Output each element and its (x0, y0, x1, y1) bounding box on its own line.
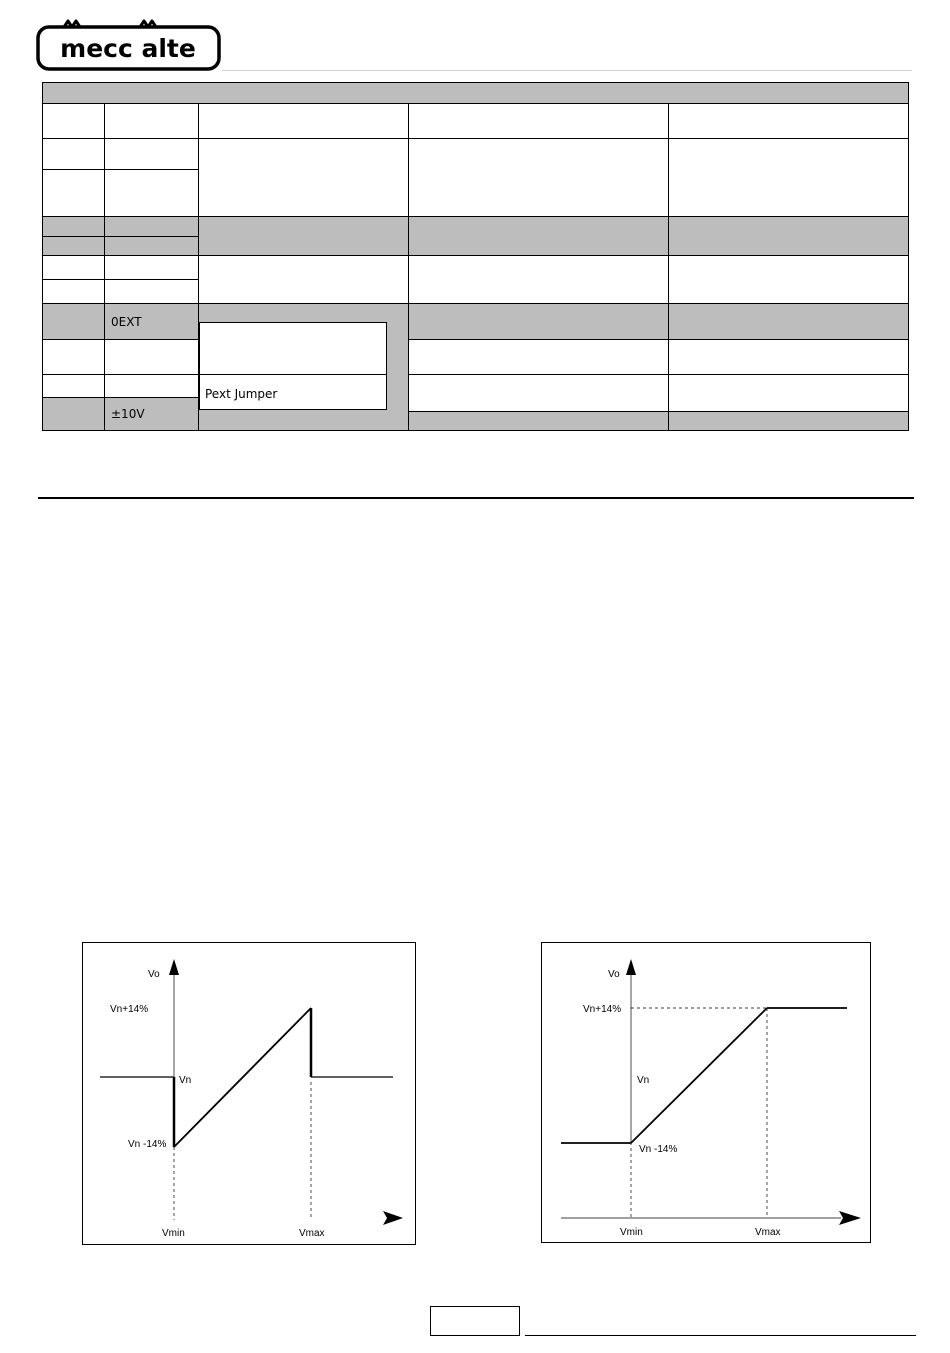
jumper-cell (199, 304, 409, 431)
table-cell (669, 412, 909, 431)
table-cell (199, 104, 409, 139)
table-cell (199, 256, 409, 304)
terminal-table (42, 82, 909, 431)
pext-jumper-label: Pext Jumper (205, 387, 278, 401)
jumper-box (199, 322, 387, 410)
section-rule (38, 497, 914, 499)
table-cell (43, 237, 105, 256)
table-cell (199, 217, 409, 256)
table-cell (105, 375, 199, 398)
table-cell (409, 104, 669, 139)
label-vn-plus: Vn+14% (583, 1004, 622, 1015)
tick-vmin: Vmin (620, 1227, 643, 1238)
table-row (43, 139, 909, 170)
table-cell (409, 412, 669, 431)
table-cell (43, 217, 105, 237)
table-cell (669, 104, 909, 139)
graph-right (541, 942, 871, 1243)
table-cell (43, 304, 105, 340)
table-cell (43, 170, 105, 217)
table-cell (105, 217, 199, 237)
table-cell (105, 104, 199, 139)
table-cell (105, 139, 199, 170)
y-axis-label: Vo (148, 969, 160, 980)
table-cell (105, 280, 199, 304)
graph-frame (83, 943, 416, 1245)
table-cell (43, 139, 105, 170)
graph-frame (542, 943, 871, 1243)
pm10v-cell: ±10V (105, 398, 199, 431)
jumper-box-divider (200, 374, 386, 375)
header-rule (222, 70, 912, 71)
label-vn-plus: Vn+14% (110, 1004, 149, 1015)
table-title-row (43, 83, 909, 104)
table-row (43, 375, 909, 398)
table-cell (43, 375, 105, 398)
label-vn: Vn (179, 1075, 192, 1086)
table-cell (669, 139, 909, 217)
tick-vmax: Vmax (755, 1227, 781, 1238)
table-cell (409, 340, 669, 375)
table-cell (669, 340, 909, 375)
table-cell (105, 170, 199, 217)
table-cell (409, 139, 669, 217)
table-cell (43, 340, 105, 375)
table-cell (199, 139, 409, 217)
table-cell (669, 256, 909, 304)
table-cell (105, 340, 199, 375)
table-cell (105, 237, 199, 256)
svg-text:mecc alte: mecc alte (60, 34, 196, 63)
tick-vmin: Vmin (162, 1228, 185, 1239)
oext-cell: 0EXT (105, 304, 199, 340)
table-cell (43, 256, 105, 280)
table-cell (43, 280, 105, 304)
mecc-alte-logo (36, 18, 222, 72)
page-number-box (430, 1306, 520, 1336)
table-cell (669, 375, 909, 412)
table-title-cell (43, 83, 909, 104)
graph-left (82, 942, 416, 1245)
table-cell (409, 304, 669, 340)
tick-vmax: Vmax (299, 1228, 325, 1239)
footer-rule (525, 1335, 916, 1336)
label-vn-minus: Vn -14% (128, 1139, 167, 1150)
table-header-row (43, 104, 909, 139)
table-cell (669, 304, 909, 340)
table-row (43, 304, 909, 340)
table-row (43, 256, 909, 280)
table-row (43, 217, 909, 237)
y-axis-label: Vo (608, 969, 620, 980)
table-cell (669, 217, 909, 256)
table-cell (43, 104, 105, 139)
table-cell (409, 217, 669, 256)
label-vn: Vn (637, 1075, 650, 1086)
table-cell (43, 398, 105, 431)
table-cell (105, 256, 199, 280)
table-cell (409, 375, 669, 412)
label-vn-minus: Vn -14% (639, 1144, 678, 1155)
table-cell (409, 256, 669, 304)
table-row (43, 340, 909, 375)
